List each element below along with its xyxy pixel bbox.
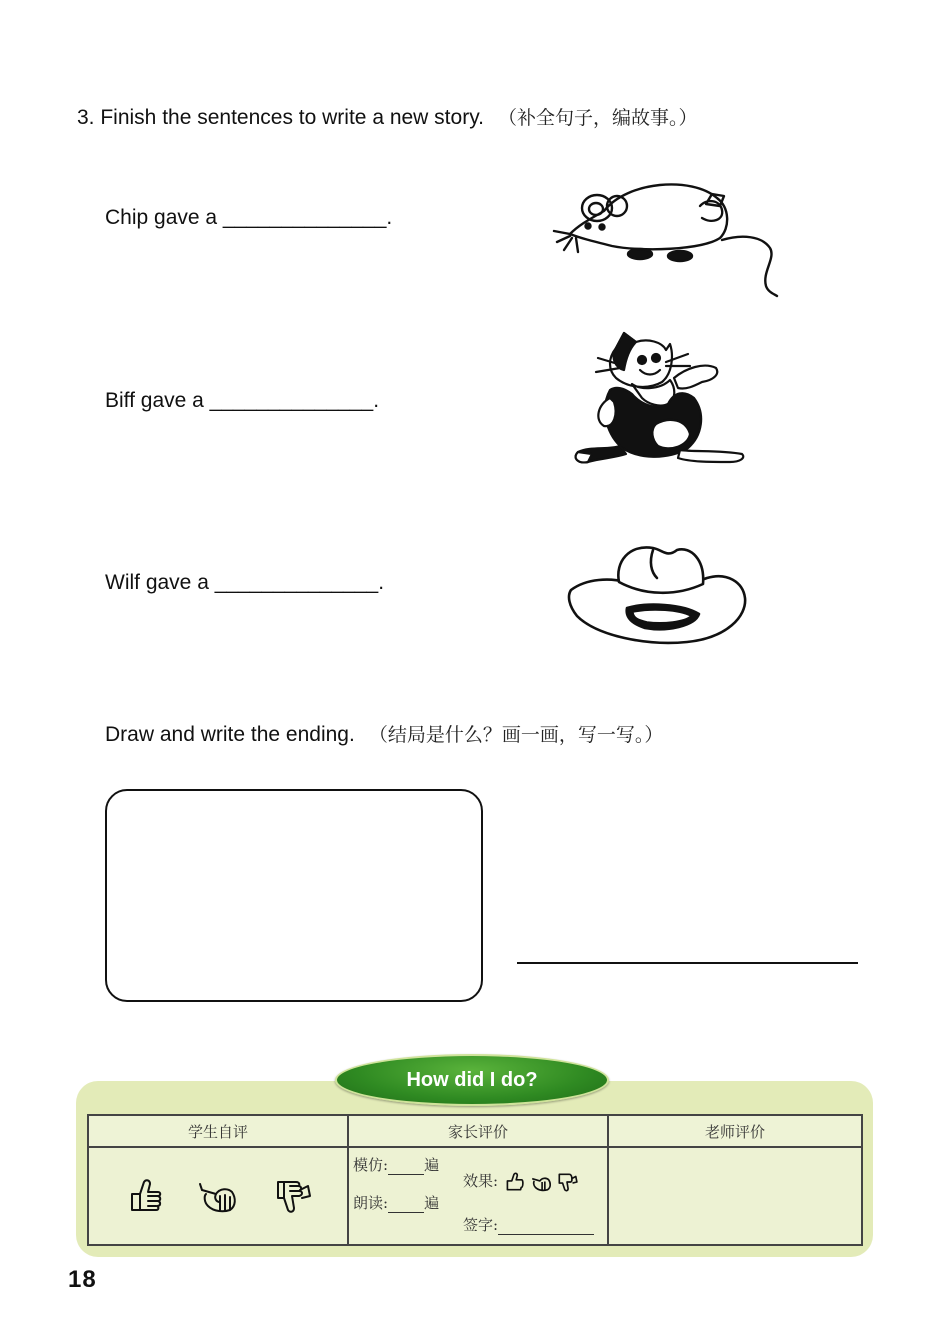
sentence-biff: Biff gave a ______________.: [105, 389, 380, 412]
ok-hand-icon[interactable]: [198, 1176, 238, 1216]
imitate-unit: 遍: [424, 1156, 440, 1174]
toy-mouse-icon: [552, 176, 782, 301]
how-did-i-do-badge: How did I do?: [335, 1054, 609, 1106]
draw-instruction-text: Draw and write the ending.: [105, 723, 355, 746]
read-label: 朗读:: [353, 1194, 389, 1212]
imitate-blank[interactable]: [388, 1160, 424, 1175]
parent-eval-cell: [348, 1147, 608, 1245]
sentence-chip: Chip gave a ______________.: [105, 206, 393, 229]
sign-row: [463, 1214, 594, 1235]
draw-instruction-chinese: （结局是什么？画一画，写一写。）: [368, 724, 664, 746]
hat-icon: [567, 542, 749, 648]
student-self-cell: [88, 1147, 348, 1245]
read-blank[interactable]: [388, 1198, 424, 1213]
imitate-label: 模仿:: [353, 1156, 389, 1174]
effect-row: [463, 1170, 578, 1193]
read-row: [353, 1192, 439, 1213]
mini-thumbs-up-icon[interactable]: [503, 1171, 525, 1193]
drawing-box[interactable]: [105, 789, 483, 1002]
effect-label: 效果:: [463, 1172, 499, 1190]
read-unit: 遍: [424, 1194, 440, 1212]
heading-chinese: （补全句子，编故事。）: [497, 107, 698, 129]
teacher-eval-cell[interactable]: [608, 1147, 862, 1245]
heading-text: 3. Finish the sentences to write a new story.: [77, 106, 484, 129]
header-student-self: 学生自评: [88, 1115, 348, 1147]
sign-label: 签字:: [463, 1216, 499, 1234]
header-parent: 家长评价: [348, 1115, 608, 1147]
exercise-heading: [77, 103, 697, 130]
imitate-row: [353, 1154, 439, 1175]
thumbs-down-icon[interactable]: [272, 1176, 312, 1216]
evaluation-table: [87, 1114, 863, 1246]
mini-ok-hand-icon[interactable]: [530, 1171, 552, 1193]
thumbs-up-icon[interactable]: [124, 1176, 164, 1216]
toy-cat-icon: [570, 328, 748, 483]
page-number: 18: [68, 1266, 97, 1293]
mini-thumbs-down-icon[interactable]: [556, 1171, 578, 1193]
draw-instruction: [105, 720, 663, 747]
ending-writing-line[interactable]: [517, 962, 858, 964]
sign-blank[interactable]: [498, 1220, 594, 1235]
sentence-wilf: Wilf gave a ______________.: [105, 571, 385, 594]
header-teacher: 老师评价: [608, 1115, 862, 1147]
